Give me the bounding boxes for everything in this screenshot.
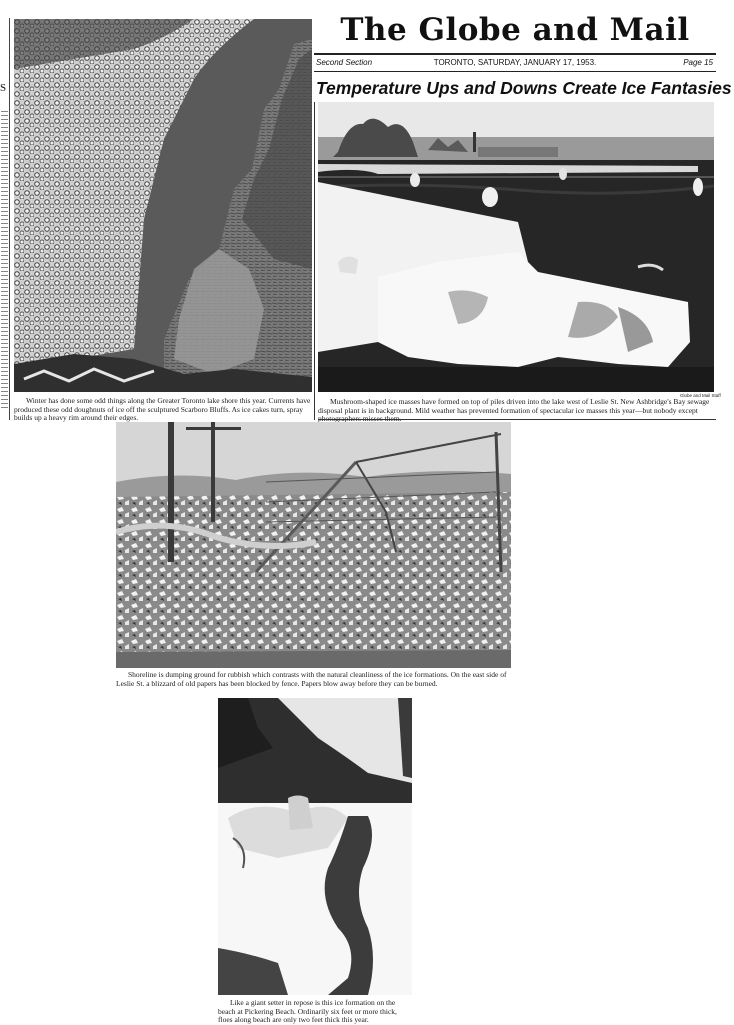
masthead-title: The Globe and Mail — [340, 12, 690, 48]
caption-shoreline-rubbish — [116, 671, 511, 688]
caption-text: Mushroom-shaped ice masses have formed on top of piles driven into the lake west of Leslie St. New Ashbridge's Bay sewage disposal plant is in background. Mild weather has prevented formation of spectacular ice masses this year—but nobody except — [318, 397, 710, 415]
column-fragment-text-lines — [1, 108, 8, 408]
photo-shoreline-rubbish — [116, 422, 511, 668]
caption-text: Like a giant setter in repose is this ice formation on the beach at Pickering Beach. Ordinarily six feet or more thick, floes along beach are only two feet thick this year. — [218, 998, 397, 1025]
caption-beach-ice-formation — [218, 999, 412, 1025]
left-column-fragment — [0, 18, 10, 420]
dateline-bar — [314, 53, 716, 72]
caption-text: Winter has done some odd things along the Greater Toronto lake shore this year. Currents have produced these odd doughnuts of ice off the sculptured Scarboro Bluffs. As ice cakes turn, spray builds up a heavy rim around their edges. — [14, 396, 311, 423]
column-divider — [314, 102, 315, 420]
caption-text: Shoreline is dumping ground for rubbish which contrasts with the natural cleanliness of the ice formations. On the east side of Leslie St. a blizzard of old papers has been blocked by fence. Papers blow away before they can be burned. — [116, 670, 507, 688]
photo-beach-ice-formation — [218, 698, 412, 995]
photo-mushroom-ice — [318, 102, 714, 392]
section-rule — [318, 419, 716, 420]
page-headline: Temperature Ups and Downs Create Ice Fantasies — [316, 78, 732, 98]
column-fragment-letter: S — [0, 82, 7, 94]
section-label: Second Section — [316, 58, 373, 67]
photo-scarboro-bluffs — [14, 19, 312, 392]
caption-scarboro-bluffs — [14, 397, 312, 423]
page-number: Page 15 — [683, 58, 713, 67]
dateline-text: TORONTO, SATURDAY, JANUARY 17, 1953. — [433, 58, 597, 67]
photo-credit: Globe and Mail Staff — [680, 393, 721, 398]
